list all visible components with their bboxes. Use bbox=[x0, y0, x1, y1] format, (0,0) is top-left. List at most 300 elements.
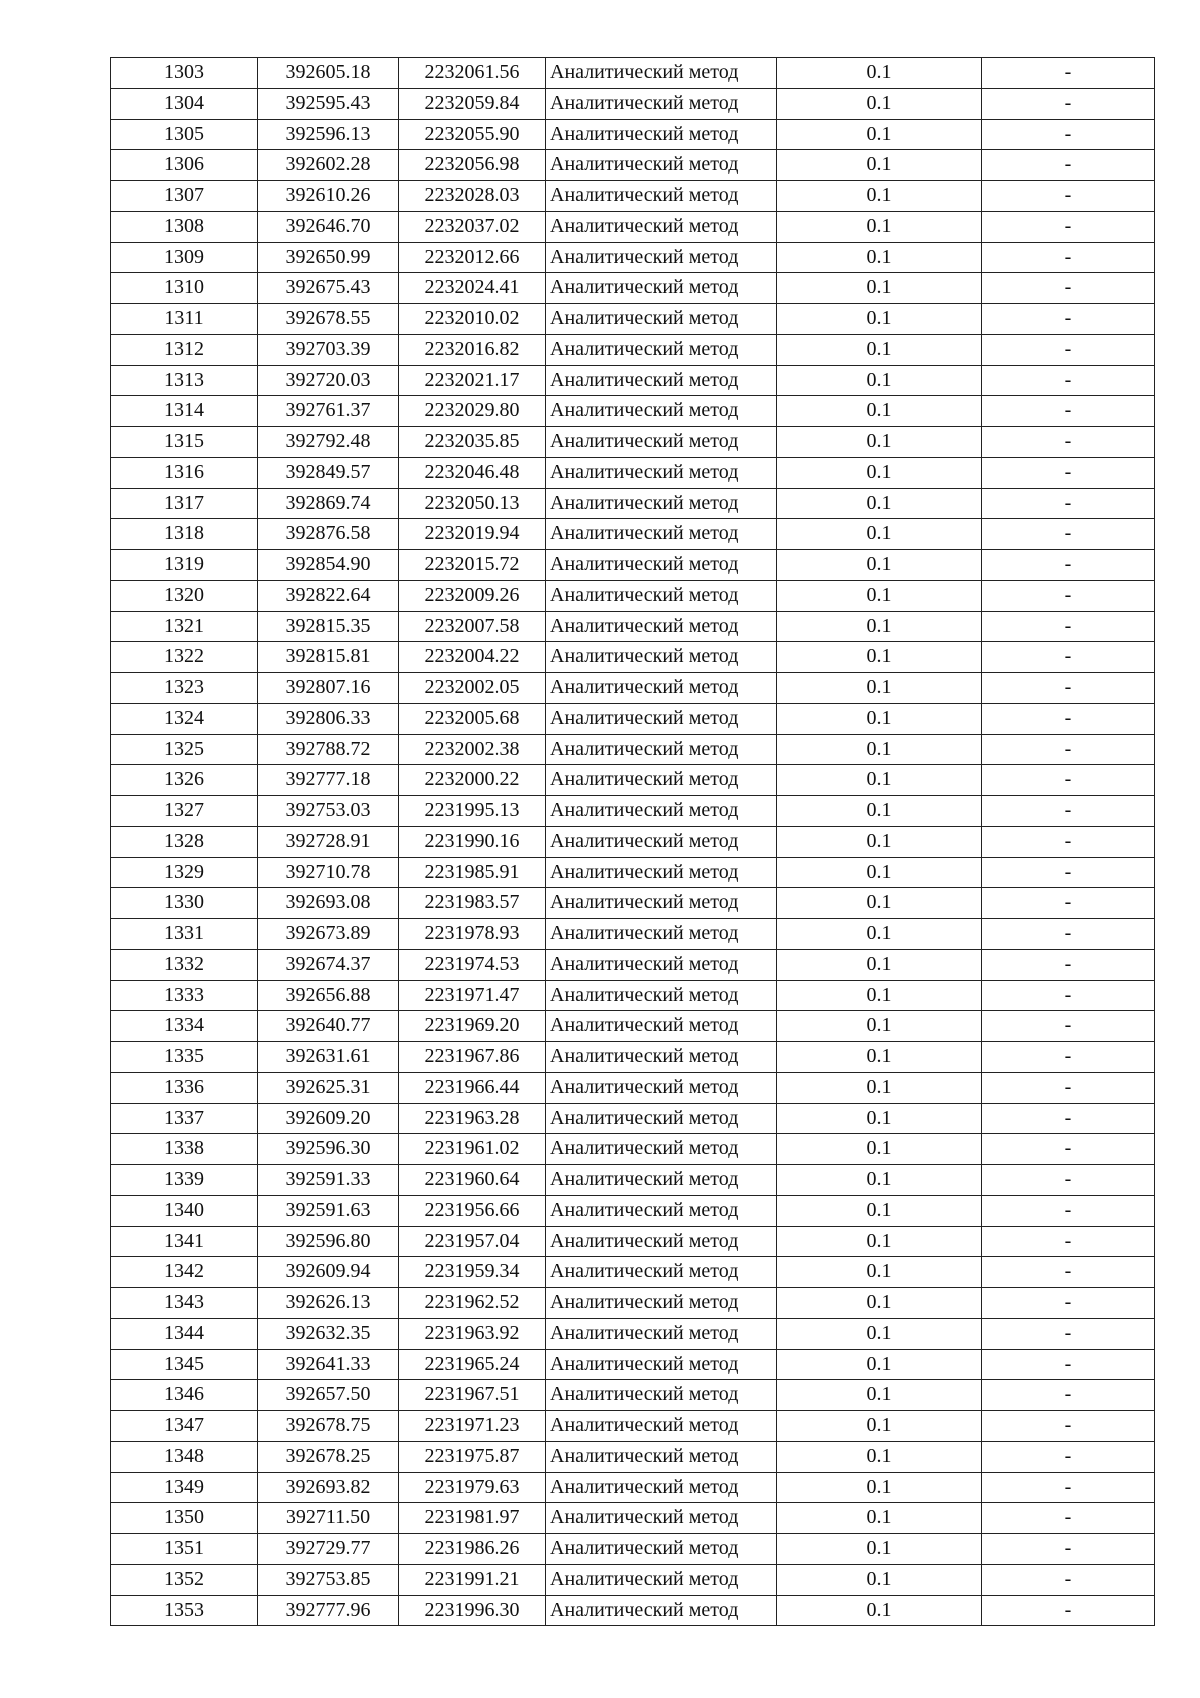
accuracy-cell: 0.1 bbox=[777, 1195, 982, 1226]
y-coordinate-cell: 2231990.16 bbox=[399, 826, 546, 857]
point-number-cell: 1337 bbox=[111, 1103, 258, 1134]
table-row bbox=[111, 673, 1155, 704]
x-coordinate-cell: 392609.94 bbox=[258, 1257, 399, 1288]
table-row bbox=[111, 1534, 1155, 1565]
note-cell: - bbox=[982, 1288, 1155, 1319]
table-row bbox=[111, 857, 1155, 888]
method-cell: Аналитический метод bbox=[546, 1257, 777, 1288]
note-cell: - bbox=[982, 334, 1155, 365]
x-coordinate-cell: 392641.33 bbox=[258, 1349, 399, 1380]
method-cell: Аналитический метод bbox=[546, 1195, 777, 1226]
table-row bbox=[111, 1226, 1155, 1257]
y-coordinate-cell: 2232000.22 bbox=[399, 765, 546, 796]
accuracy-cell: 0.1 bbox=[777, 1134, 982, 1165]
x-coordinate-cell: 392591.63 bbox=[258, 1195, 399, 1226]
accuracy-cell: 0.1 bbox=[777, 1042, 982, 1073]
point-number-cell: 1342 bbox=[111, 1257, 258, 1288]
note-cell: - bbox=[982, 427, 1155, 458]
table-row bbox=[111, 1564, 1155, 1595]
method-cell: Аналитический метод bbox=[546, 611, 777, 642]
x-coordinate-cell: 392596.13 bbox=[258, 119, 399, 150]
point-number-cell: 1332 bbox=[111, 949, 258, 980]
point-number-cell: 1316 bbox=[111, 457, 258, 488]
table-row bbox=[111, 1503, 1155, 1534]
method-cell: Аналитический метод bbox=[546, 457, 777, 488]
note-cell: - bbox=[982, 765, 1155, 796]
table-row bbox=[111, 273, 1155, 304]
note-cell: - bbox=[982, 1195, 1155, 1226]
accuracy-cell: 0.1 bbox=[777, 150, 982, 181]
point-number-cell: 1338 bbox=[111, 1134, 258, 1165]
note-cell: - bbox=[982, 119, 1155, 150]
point-number-cell: 1309 bbox=[111, 242, 258, 273]
method-cell: Аналитический метод bbox=[546, 1441, 777, 1472]
accuracy-cell: 0.1 bbox=[777, 1380, 982, 1411]
accuracy-cell: 0.1 bbox=[777, 1011, 982, 1042]
point-number-cell: 1331 bbox=[111, 919, 258, 950]
x-coordinate-cell: 392753.03 bbox=[258, 796, 399, 827]
point-number-cell: 1315 bbox=[111, 427, 258, 458]
table-row bbox=[111, 242, 1155, 273]
point-number-cell: 1305 bbox=[111, 119, 258, 150]
table-row bbox=[111, 365, 1155, 396]
point-number-cell: 1322 bbox=[111, 642, 258, 673]
y-coordinate-cell: 2231965.24 bbox=[399, 1349, 546, 1380]
table-row bbox=[111, 1134, 1155, 1165]
y-coordinate-cell: 2232002.38 bbox=[399, 734, 546, 765]
table-row bbox=[111, 611, 1155, 642]
y-coordinate-cell: 2231966.44 bbox=[399, 1072, 546, 1103]
y-coordinate-cell: 2231967.86 bbox=[399, 1042, 546, 1073]
table-row bbox=[111, 457, 1155, 488]
note-cell: - bbox=[982, 1042, 1155, 1073]
accuracy-cell: 0.1 bbox=[777, 949, 982, 980]
x-coordinate-cell: 392625.31 bbox=[258, 1072, 399, 1103]
note-cell: - bbox=[982, 857, 1155, 888]
table-row bbox=[111, 304, 1155, 335]
table-row bbox=[111, 211, 1155, 242]
y-coordinate-cell: 2232016.82 bbox=[399, 334, 546, 365]
table-row bbox=[111, 150, 1155, 181]
table-row bbox=[111, 980, 1155, 1011]
table-row bbox=[111, 642, 1155, 673]
method-cell: Аналитический метод bbox=[546, 488, 777, 519]
accuracy-cell: 0.1 bbox=[777, 304, 982, 335]
x-coordinate-cell: 392656.88 bbox=[258, 980, 399, 1011]
y-coordinate-cell: 2231975.87 bbox=[399, 1441, 546, 1472]
accuracy-cell: 0.1 bbox=[777, 427, 982, 458]
note-cell: - bbox=[982, 488, 1155, 519]
x-coordinate-cell: 392678.75 bbox=[258, 1411, 399, 1442]
point-number-cell: 1327 bbox=[111, 796, 258, 827]
accuracy-cell: 0.1 bbox=[777, 488, 982, 519]
point-number-cell: 1323 bbox=[111, 673, 258, 704]
method-cell: Аналитический метод bbox=[546, 1134, 777, 1165]
point-number-cell: 1336 bbox=[111, 1072, 258, 1103]
point-number-cell: 1326 bbox=[111, 765, 258, 796]
table-row bbox=[111, 119, 1155, 150]
method-cell: Аналитический метод bbox=[546, 888, 777, 919]
method-cell: Аналитический метод bbox=[546, 734, 777, 765]
method-cell: Аналитический метод bbox=[546, 703, 777, 734]
table-row bbox=[111, 1380, 1155, 1411]
y-coordinate-cell: 2231979.63 bbox=[399, 1472, 546, 1503]
table-row bbox=[111, 1042, 1155, 1073]
y-coordinate-cell: 2231981.97 bbox=[399, 1503, 546, 1534]
method-cell: Аналитический метод bbox=[546, 1380, 777, 1411]
table-row bbox=[111, 1441, 1155, 1472]
note-cell: - bbox=[982, 1165, 1155, 1196]
method-cell: Аналитический метод bbox=[546, 1103, 777, 1134]
method-cell: Аналитический метод bbox=[546, 119, 777, 150]
accuracy-cell: 0.1 bbox=[777, 365, 982, 396]
method-cell: Аналитический метод bbox=[546, 857, 777, 888]
point-number-cell: 1348 bbox=[111, 1441, 258, 1472]
y-coordinate-cell: 2231971.23 bbox=[399, 1411, 546, 1442]
y-coordinate-cell: 2231971.47 bbox=[399, 980, 546, 1011]
note-cell: - bbox=[982, 1257, 1155, 1288]
x-coordinate-cell: 392710.78 bbox=[258, 857, 399, 888]
y-coordinate-cell: 2231959.34 bbox=[399, 1257, 546, 1288]
x-coordinate-cell: 392693.82 bbox=[258, 1472, 399, 1503]
note-cell: - bbox=[982, 1380, 1155, 1411]
x-coordinate-cell: 392777.96 bbox=[258, 1595, 399, 1626]
method-cell: Аналитический метод bbox=[546, 1411, 777, 1442]
point-number-cell: 1307 bbox=[111, 181, 258, 212]
y-coordinate-cell: 2232024.41 bbox=[399, 273, 546, 304]
method-cell: Аналитический метод bbox=[546, 1595, 777, 1626]
accuracy-cell: 0.1 bbox=[777, 519, 982, 550]
y-coordinate-cell: 2232002.05 bbox=[399, 673, 546, 704]
accuracy-cell: 0.1 bbox=[777, 88, 982, 119]
note-cell: - bbox=[982, 1595, 1155, 1626]
method-cell: Аналитический метод bbox=[546, 980, 777, 1011]
method-cell: Аналитический метод bbox=[546, 58, 777, 89]
y-coordinate-cell: 2232029.80 bbox=[399, 396, 546, 427]
accuracy-cell: 0.1 bbox=[777, 765, 982, 796]
accuracy-cell: 0.1 bbox=[777, 826, 982, 857]
x-coordinate-cell: 392807.16 bbox=[258, 673, 399, 704]
accuracy-cell: 0.1 bbox=[777, 1288, 982, 1319]
table-row bbox=[111, 1257, 1155, 1288]
table-row bbox=[111, 396, 1155, 427]
accuracy-cell: 0.1 bbox=[777, 980, 982, 1011]
note-cell: - bbox=[982, 519, 1155, 550]
note-cell: - bbox=[982, 181, 1155, 212]
method-cell: Аналитический метод bbox=[546, 211, 777, 242]
y-coordinate-cell: 2231969.20 bbox=[399, 1011, 546, 1042]
method-cell: Аналитический метод bbox=[546, 550, 777, 581]
note-cell: - bbox=[982, 1349, 1155, 1380]
method-cell: Аналитический метод bbox=[546, 304, 777, 335]
accuracy-cell: 0.1 bbox=[777, 1503, 982, 1534]
note-cell: - bbox=[982, 703, 1155, 734]
y-coordinate-cell: 2232046.48 bbox=[399, 457, 546, 488]
y-coordinate-cell: 2232012.66 bbox=[399, 242, 546, 273]
note-cell: - bbox=[982, 826, 1155, 857]
method-cell: Аналитический метод bbox=[546, 396, 777, 427]
method-cell: Аналитический метод bbox=[546, 949, 777, 980]
x-coordinate-cell: 392626.13 bbox=[258, 1288, 399, 1319]
point-number-cell: 1312 bbox=[111, 334, 258, 365]
accuracy-cell: 0.1 bbox=[777, 580, 982, 611]
accuracy-cell: 0.1 bbox=[777, 796, 982, 827]
x-coordinate-cell: 392711.50 bbox=[258, 1503, 399, 1534]
accuracy-cell: 0.1 bbox=[777, 1226, 982, 1257]
accuracy-cell: 0.1 bbox=[777, 1595, 982, 1626]
method-cell: Аналитический метод bbox=[546, 1042, 777, 1073]
point-number-cell: 1330 bbox=[111, 888, 258, 919]
table-row bbox=[111, 1165, 1155, 1196]
table-row bbox=[111, 427, 1155, 458]
x-coordinate-cell: 392869.74 bbox=[258, 488, 399, 519]
point-number-cell: 1304 bbox=[111, 88, 258, 119]
x-coordinate-cell: 392777.18 bbox=[258, 765, 399, 796]
table-row bbox=[111, 949, 1155, 980]
note-cell: - bbox=[982, 642, 1155, 673]
accuracy-cell: 0.1 bbox=[777, 673, 982, 704]
x-coordinate-cell: 392693.08 bbox=[258, 888, 399, 919]
y-coordinate-cell: 2231956.66 bbox=[399, 1195, 546, 1226]
table-row bbox=[111, 58, 1155, 89]
y-coordinate-cell: 2232015.72 bbox=[399, 550, 546, 581]
note-cell: - bbox=[982, 1226, 1155, 1257]
table-row bbox=[111, 703, 1155, 734]
y-coordinate-cell: 2231986.26 bbox=[399, 1534, 546, 1565]
y-coordinate-cell: 2232037.02 bbox=[399, 211, 546, 242]
y-coordinate-cell: 2232021.17 bbox=[399, 365, 546, 396]
point-number-cell: 1308 bbox=[111, 211, 258, 242]
method-cell: Аналитический метод bbox=[546, 1288, 777, 1319]
table-row bbox=[111, 796, 1155, 827]
y-coordinate-cell: 2231995.13 bbox=[399, 796, 546, 827]
note-cell: - bbox=[982, 673, 1155, 704]
table-row bbox=[111, 1318, 1155, 1349]
accuracy-cell: 0.1 bbox=[777, 550, 982, 581]
y-coordinate-cell: 2232007.58 bbox=[399, 611, 546, 642]
y-coordinate-cell: 2232004.22 bbox=[399, 642, 546, 673]
point-number-cell: 1341 bbox=[111, 1226, 258, 1257]
accuracy-cell: 0.1 bbox=[777, 181, 982, 212]
point-number-cell: 1333 bbox=[111, 980, 258, 1011]
note-cell: - bbox=[982, 88, 1155, 119]
note-cell: - bbox=[982, 1503, 1155, 1534]
method-cell: Аналитический метод bbox=[546, 88, 777, 119]
y-coordinate-cell: 2231963.28 bbox=[399, 1103, 546, 1134]
table-row bbox=[111, 1288, 1155, 1319]
accuracy-cell: 0.1 bbox=[777, 1257, 982, 1288]
note-cell: - bbox=[982, 1318, 1155, 1349]
x-coordinate-cell: 392605.18 bbox=[258, 58, 399, 89]
x-coordinate-cell: 392822.64 bbox=[258, 580, 399, 611]
method-cell: Аналитический метод bbox=[546, 1318, 777, 1349]
note-cell: - bbox=[982, 304, 1155, 335]
y-coordinate-cell: 2231961.02 bbox=[399, 1134, 546, 1165]
x-coordinate-cell: 392595.43 bbox=[258, 88, 399, 119]
table-row bbox=[111, 1195, 1155, 1226]
y-coordinate-cell: 2231985.91 bbox=[399, 857, 546, 888]
x-coordinate-cell: 392876.58 bbox=[258, 519, 399, 550]
x-coordinate-cell: 392792.48 bbox=[258, 427, 399, 458]
y-coordinate-cell: 2232050.13 bbox=[399, 488, 546, 519]
point-number-cell: 1346 bbox=[111, 1380, 258, 1411]
point-number-cell: 1347 bbox=[111, 1411, 258, 1442]
accuracy-cell: 0.1 bbox=[777, 888, 982, 919]
x-coordinate-cell: 392602.28 bbox=[258, 150, 399, 181]
method-cell: Аналитический метод bbox=[546, 273, 777, 304]
accuracy-cell: 0.1 bbox=[777, 58, 982, 89]
y-coordinate-cell: 2231963.92 bbox=[399, 1318, 546, 1349]
method-cell: Аналитический метод bbox=[546, 427, 777, 458]
x-coordinate-cell: 392761.37 bbox=[258, 396, 399, 427]
y-coordinate-cell: 2231974.53 bbox=[399, 949, 546, 980]
method-cell: Аналитический метод bbox=[546, 1472, 777, 1503]
x-coordinate-cell: 392673.89 bbox=[258, 919, 399, 950]
method-cell: Аналитический метод bbox=[546, 242, 777, 273]
point-number-cell: 1325 bbox=[111, 734, 258, 765]
x-coordinate-cell: 392646.70 bbox=[258, 211, 399, 242]
method-cell: Аналитический метод bbox=[546, 519, 777, 550]
y-coordinate-cell: 2231996.30 bbox=[399, 1595, 546, 1626]
point-number-cell: 1345 bbox=[111, 1349, 258, 1380]
method-cell: Аналитический метод bbox=[546, 1534, 777, 1565]
point-number-cell: 1306 bbox=[111, 150, 258, 181]
x-coordinate-cell: 392728.91 bbox=[258, 826, 399, 857]
method-cell: Аналитический метод bbox=[546, 919, 777, 950]
accuracy-cell: 0.1 bbox=[777, 1349, 982, 1380]
point-number-cell: 1317 bbox=[111, 488, 258, 519]
method-cell: Аналитический метод bbox=[546, 365, 777, 396]
accuracy-cell: 0.1 bbox=[777, 734, 982, 765]
method-cell: Аналитический метод bbox=[546, 765, 777, 796]
note-cell: - bbox=[982, 242, 1155, 273]
table-row bbox=[111, 181, 1155, 212]
point-number-cell: 1343 bbox=[111, 1288, 258, 1319]
note-cell: - bbox=[982, 211, 1155, 242]
accuracy-cell: 0.1 bbox=[777, 1165, 982, 1196]
x-coordinate-cell: 392596.80 bbox=[258, 1226, 399, 1257]
accuracy-cell: 0.1 bbox=[777, 1534, 982, 1565]
x-coordinate-cell: 392650.99 bbox=[258, 242, 399, 273]
method-cell: Аналитический метод bbox=[546, 150, 777, 181]
table-row bbox=[111, 826, 1155, 857]
y-coordinate-cell: 2231967.51 bbox=[399, 1380, 546, 1411]
method-cell: Аналитический метод bbox=[546, 334, 777, 365]
point-number-cell: 1328 bbox=[111, 826, 258, 857]
point-number-cell: 1351 bbox=[111, 1534, 258, 1565]
table-row bbox=[111, 919, 1155, 950]
note-cell: - bbox=[982, 457, 1155, 488]
x-coordinate-cell: 392703.39 bbox=[258, 334, 399, 365]
point-number-cell: 1310 bbox=[111, 273, 258, 304]
point-number-cell: 1350 bbox=[111, 1503, 258, 1534]
x-coordinate-cell: 392657.50 bbox=[258, 1380, 399, 1411]
note-cell: - bbox=[982, 1134, 1155, 1165]
accuracy-cell: 0.1 bbox=[777, 919, 982, 950]
method-cell: Аналитический метод bbox=[546, 1503, 777, 1534]
note-cell: - bbox=[982, 949, 1155, 980]
accuracy-cell: 0.1 bbox=[777, 1441, 982, 1472]
accuracy-cell: 0.1 bbox=[777, 119, 982, 150]
table-row bbox=[111, 1011, 1155, 1042]
y-coordinate-cell: 2231957.04 bbox=[399, 1226, 546, 1257]
note-cell: - bbox=[982, 550, 1155, 581]
accuracy-cell: 0.1 bbox=[777, 1564, 982, 1595]
point-number-cell: 1320 bbox=[111, 580, 258, 611]
point-number-cell: 1339 bbox=[111, 1165, 258, 1196]
x-coordinate-cell: 392632.35 bbox=[258, 1318, 399, 1349]
method-cell: Аналитический метод bbox=[546, 1226, 777, 1257]
point-number-cell: 1324 bbox=[111, 703, 258, 734]
table-row bbox=[111, 1595, 1155, 1626]
method-cell: Аналитический метод bbox=[546, 1072, 777, 1103]
table-row bbox=[111, 1349, 1155, 1380]
table-row bbox=[111, 888, 1155, 919]
note-cell: - bbox=[982, 1441, 1155, 1472]
method-cell: Аналитический метод bbox=[546, 826, 777, 857]
note-cell: - bbox=[982, 1534, 1155, 1565]
note-cell: - bbox=[982, 580, 1155, 611]
accuracy-cell: 0.1 bbox=[777, 273, 982, 304]
table-row bbox=[111, 519, 1155, 550]
note-cell: - bbox=[982, 980, 1155, 1011]
note-cell: - bbox=[982, 273, 1155, 304]
x-coordinate-cell: 392815.81 bbox=[258, 642, 399, 673]
accuracy-cell: 0.1 bbox=[777, 642, 982, 673]
point-number-cell: 1352 bbox=[111, 1564, 258, 1595]
x-coordinate-cell: 392640.77 bbox=[258, 1011, 399, 1042]
point-number-cell: 1329 bbox=[111, 857, 258, 888]
x-coordinate-cell: 392720.03 bbox=[258, 365, 399, 396]
y-coordinate-cell: 2231978.93 bbox=[399, 919, 546, 950]
point-number-cell: 1321 bbox=[111, 611, 258, 642]
point-number-cell: 1314 bbox=[111, 396, 258, 427]
x-coordinate-cell: 392753.85 bbox=[258, 1564, 399, 1595]
method-cell: Аналитический метод bbox=[546, 181, 777, 212]
note-cell: - bbox=[982, 611, 1155, 642]
accuracy-cell: 0.1 bbox=[777, 611, 982, 642]
accuracy-cell: 0.1 bbox=[777, 1472, 982, 1503]
table-row bbox=[111, 1072, 1155, 1103]
note-cell: - bbox=[982, 365, 1155, 396]
table-row bbox=[111, 550, 1155, 581]
note-cell: - bbox=[982, 1411, 1155, 1442]
point-number-cell: 1311 bbox=[111, 304, 258, 335]
note-cell: - bbox=[982, 58, 1155, 89]
point-number-cell: 1349 bbox=[111, 1472, 258, 1503]
x-coordinate-cell: 392729.77 bbox=[258, 1534, 399, 1565]
y-coordinate-cell: 2231962.52 bbox=[399, 1288, 546, 1319]
accuracy-cell: 0.1 bbox=[777, 703, 982, 734]
note-cell: - bbox=[982, 1103, 1155, 1134]
y-coordinate-cell: 2231960.64 bbox=[399, 1165, 546, 1196]
table-row bbox=[111, 1472, 1155, 1503]
x-coordinate-cell: 392631.61 bbox=[258, 1042, 399, 1073]
table-row bbox=[111, 88, 1155, 119]
point-number-cell: 1318 bbox=[111, 519, 258, 550]
table-row bbox=[111, 488, 1155, 519]
y-coordinate-cell: 2232059.84 bbox=[399, 88, 546, 119]
y-coordinate-cell: 2232035.85 bbox=[399, 427, 546, 458]
method-cell: Аналитический метод bbox=[546, 1165, 777, 1196]
y-coordinate-cell: 2232061.56 bbox=[399, 58, 546, 89]
accuracy-cell: 0.1 bbox=[777, 242, 982, 273]
note-cell: - bbox=[982, 1072, 1155, 1103]
table-row bbox=[111, 765, 1155, 796]
y-coordinate-cell: 2232005.68 bbox=[399, 703, 546, 734]
accuracy-cell: 0.1 bbox=[777, 1072, 982, 1103]
x-coordinate-cell: 392788.72 bbox=[258, 734, 399, 765]
